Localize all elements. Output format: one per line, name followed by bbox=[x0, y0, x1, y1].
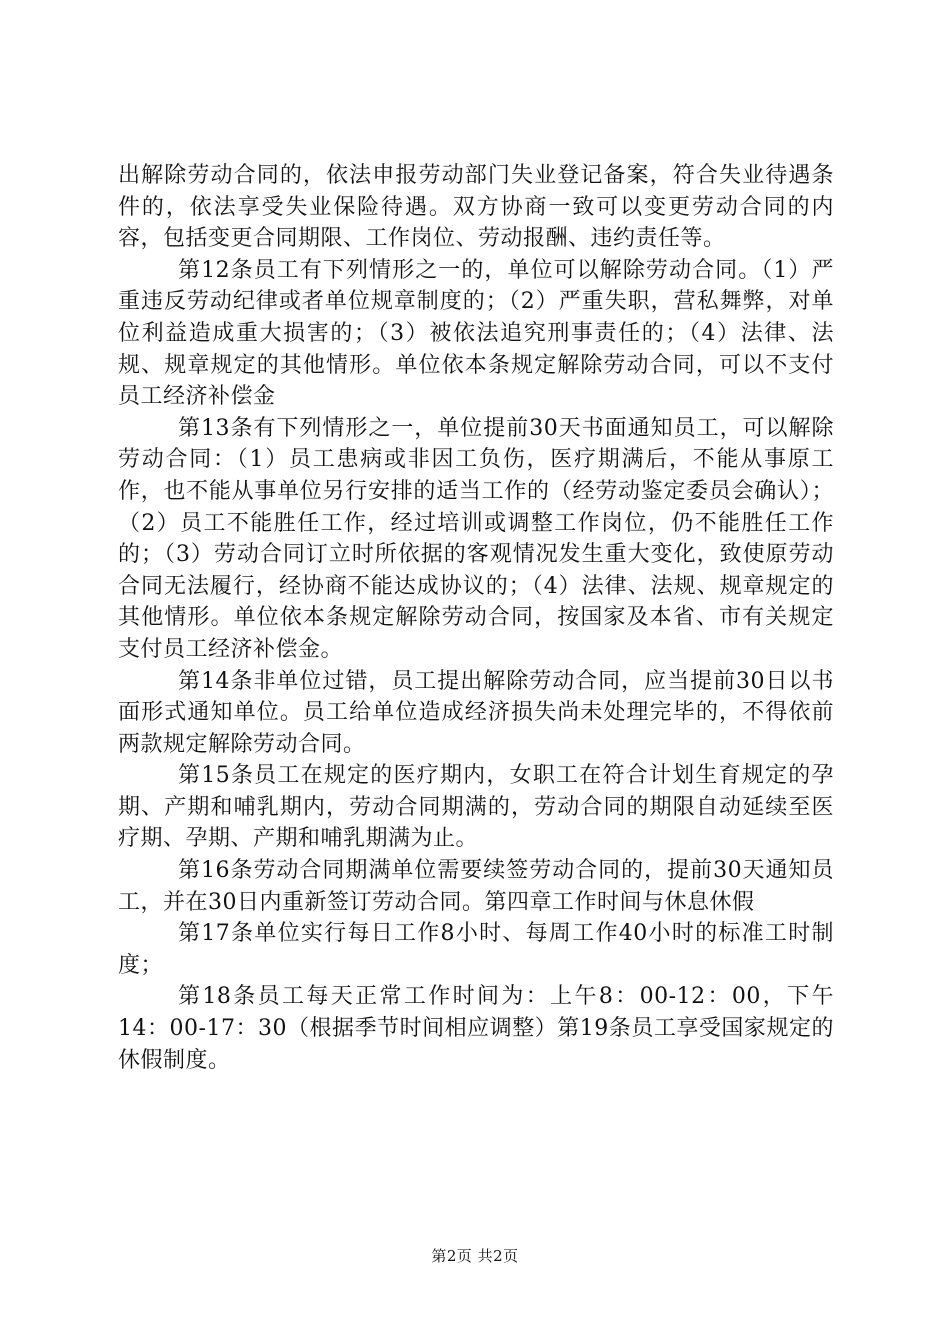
paragraph-article-18: 第18条员工每天正常工作时间为：上午8：00-12：00，下午14：00-17：30（根据季节时间相应调整）第19条员工享受国家规定的休假制度。 bbox=[118, 984, 834, 1073]
paragraph-article-15: 第15条员工在规定的医疗期内，女职工在符合计划生育规定的孕期、产期和哺乳期内，劳动合同期满的，劳动合同的期限自动延续至医疗期、孕期、产期和哺乳期满为止。 bbox=[118, 763, 834, 852]
paragraph-article-12: 第12条员工有下列情形之一的，单位可以解除劳动合同。（1）严重违反劳动纪律或者单位规章制度的；（2）严重失职，营私舞弊，对单位利益造成重大损害的；（3）被依法追究刑事责任的；（4）法律、法规、规章规定的其他情形。单位依本条规定解除劳动合同，可以不支付员工经济补偿金 bbox=[118, 257, 834, 410]
paragraph-article-16: 第16条劳动合同期满单位需要续签劳动合同的，提前30天通知员工，并在30日内重新签订劳动合同。第四章工作时间与休息休假 bbox=[118, 858, 834, 915]
paragraph-continuation: 出解除劳动合同的，依法申报劳动部门失业登记备案，符合失业待遇条件的，依法享受失业保险待遇。双方协商一致可以变更劳动合同的内容，包括变更合同期限、工作岗位、劳动报酬、违约责任等。 bbox=[118, 163, 834, 252]
paragraph-article-13: 第13条有下列情形之一，单位提前30天书面通知员工，可以解除劳动合同：（1）员工患病或非因工负伤，医疗期满后，不能从事原工作，也不能从事单位另行安排的适当工作的（经劳动鉴定委员会确认）；（2）员工不能胜任工作，经过培训或调整工作岗位，仍不能胜任工作的；（3）劳动合同订立时所依据的客观情况发生重大变化，致使原劳动合同无法履行，经协商不能达成协议的；（4）法律、法规、规章规定的其他情形。单位依本条规定解除劳动合同，按国家及本省、市有关规定支付员工经济补偿金。 bbox=[118, 415, 834, 662]
paragraph-article-17: 第17条单位实行每日工作8小时、每周工作40小时的标准工时制度； bbox=[118, 921, 834, 978]
paragraph-article-14: 第14条非单位过错，员工提出解除劳动合同，应当提前30日以书面形式通知单位。员工给单位造成经济损失尚未处理完毕的，不得依前两款规定解除劳动合同。 bbox=[118, 668, 834, 757]
page-footer: 第2页 共2页 bbox=[431, 1247, 519, 1265]
document-body bbox=[118, 160, 834, 1076]
